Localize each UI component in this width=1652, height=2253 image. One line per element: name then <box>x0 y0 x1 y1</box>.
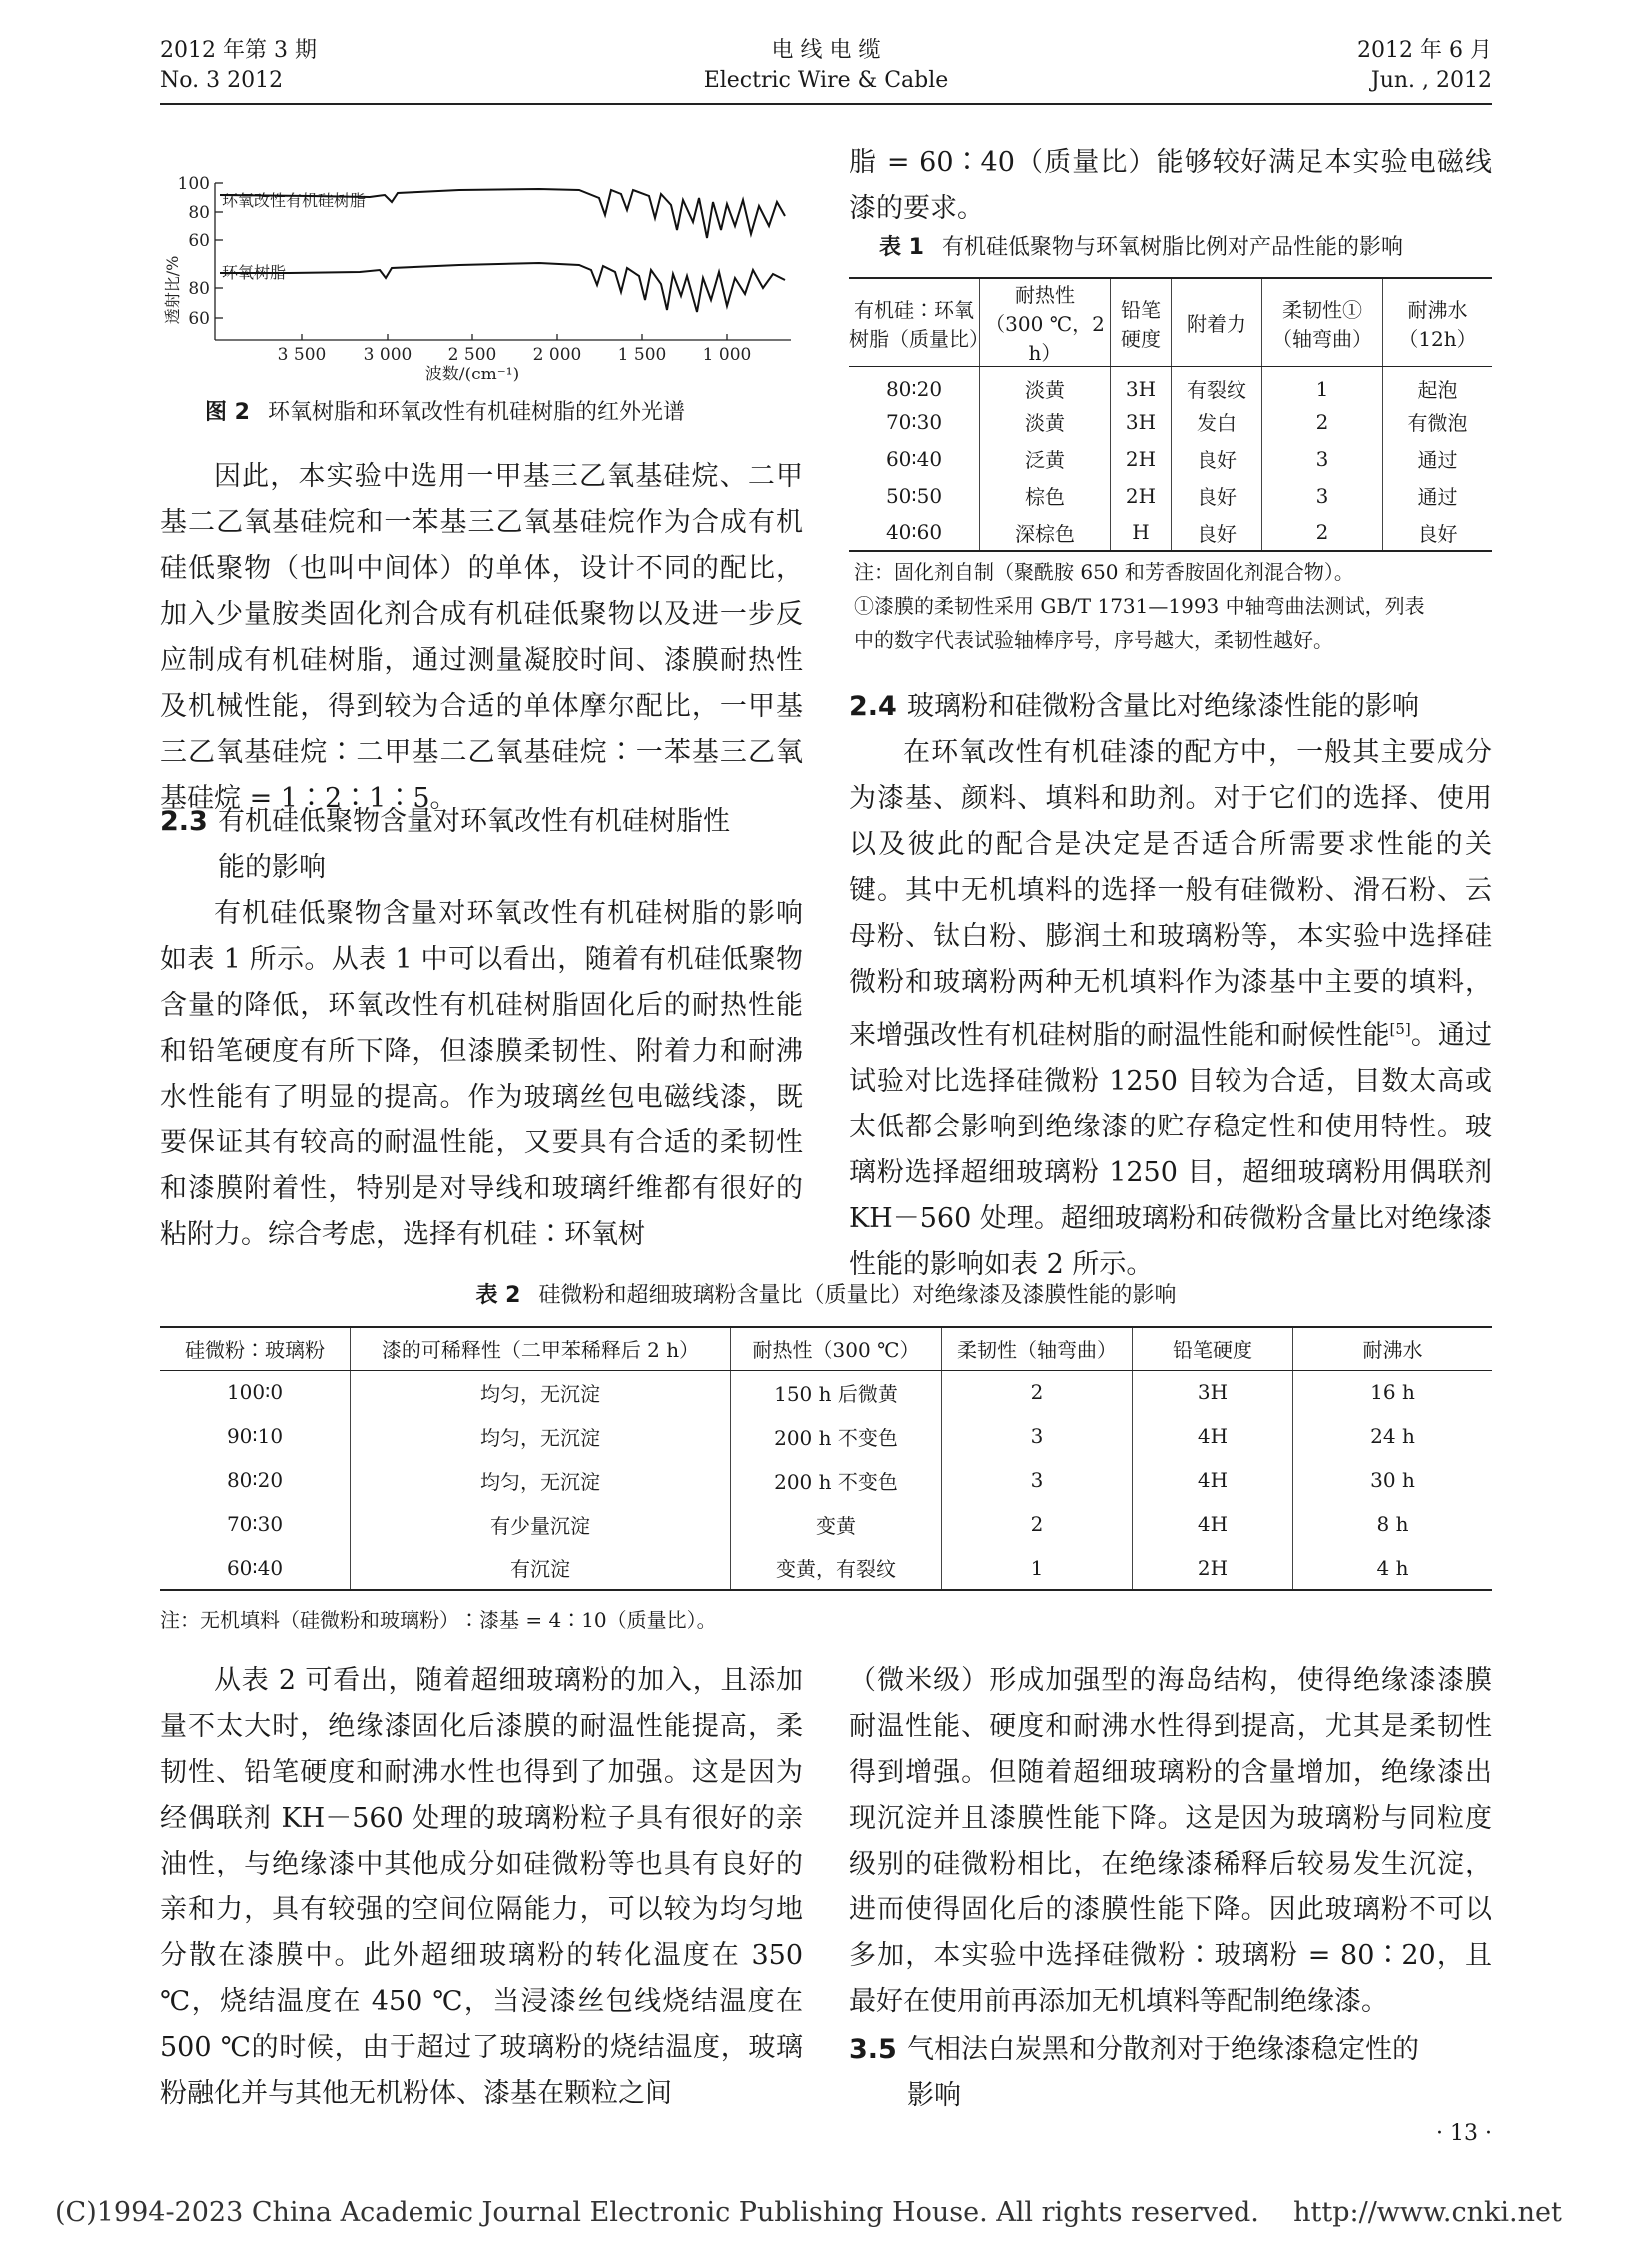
lower-ytick-60: 60 <box>188 309 210 329</box>
para-island-structure: （微米级）形成加强型的海岛结构，使得绝缘漆漆膜耐温性能、硬度和耐沸水性得到提高，尤其是柔韧性得到增强。但随着超细玻璃粉的含量增加，绝缘漆出现沉淀并且漆膜性能下降。这是因为玻璃粉与同粒度级别的硅微粉相比，在绝缘漆稀释后较易发生沉淀，进而使得固化后的漆膜性能下降。因此玻璃粉不可以多加，本实验中选择硅微粉∶玻璃粉 = 80∶20，且最好在使用前再添加无机填料等配制绝缘漆。 <box>849 1665 1492 2017</box>
header-right <box>1357 36 1492 96</box>
section-3-5-heading <box>849 2027 1498 2119</box>
section-2-3-title-line2: 能的影响 <box>218 852 326 883</box>
reference-5[interactable]: [5] <box>1389 1020 1411 1038</box>
table-1-note-1: 注：固化剂自制（聚酰胺 650 和芳香胺固化剂混合物）。 <box>854 560 1354 584</box>
table-row: 70∶30 淡黄 3H 发白 2 有微泡 <box>849 403 1492 440</box>
t1-header-adhesion: 附着力 <box>1172 278 1262 367</box>
curve-label-epoxy: 环氧树脂 <box>222 263 287 282</box>
table-row: 40∶60 深棕色 H 良好 2 良好 <box>849 514 1492 551</box>
journal-title-cn: 电 线 电 缆 <box>771 38 881 63</box>
figure-2-number: 图 2 <box>205 400 250 425</box>
table-2-note: 注：无机填料（硅微粉和玻璃粉）∶漆基 = 4∶10（质量比）。 <box>160 1608 717 1632</box>
table-1-title: 有机硅低聚物与环氧树脂比例对产品性能的影响 <box>941 235 1403 260</box>
figure-2-title: 环氧树脂和环氧改性有机硅树脂的红外光谱 <box>267 400 685 425</box>
t2-header-dilution: 漆的可稀释性（二甲苯稀释后 2 h） <box>351 1327 731 1370</box>
xtick-3000: 3 000 <box>363 345 413 365</box>
copyright-footer: (C)1994-2023 China Academic Journal Electronic Publishing House. All rights reserved. http://www.cnki.net <box>55 2197 1562 2228</box>
issue-en: No. 3 2012 <box>160 68 284 93</box>
issue-cn: 2012 年第 3 期 <box>160 38 317 63</box>
page-number: · 13 · <box>1436 2121 1492 2146</box>
xtick-1000: 1 000 <box>702 345 752 365</box>
table-row: 60∶40 有沉淀 变黄，有裂纹 1 2H 4 h <box>160 1546 1492 1590</box>
figure-2-caption <box>205 398 685 428</box>
curve-epoxy-resin <box>220 263 785 312</box>
para-monomer-selection: 因此，本实验中选用一甲基三乙氧基硅烷、二甲基二乙氧基硅烷和一苯基三乙氧基硅烷作为合成有机硅低聚物（也叫中间体）的单体，设计不同的配比，加入少量胺类固化剂合成有机硅低聚物以及进一步反应制成有机硅树脂，通过测量凝胶时间、漆膜耐热性及机械性能，得到较为合适的单体摩尔配比，一甲基三乙氧基硅烷∶二甲基二乙氧基硅烷∶一苯基三乙氧基硅烷 = 1∶2∶1∶5。 <box>160 461 803 814</box>
para-glass-powder-effect: 从表 2 可看出，随着超细玻璃粉的加入，且添加量不太大时，绝缘漆固化后漆膜的耐温性能提高，柔韧性、铅笔硬度和耐沸水性也得到了加强。这是因为经偶联剂 KH－560 处理的玻璃粉粒子具有很好的亲油性，与绝缘漆中其他成分如硅微粉等也具有良好的亲和力，具有较强的空间位隔能力，可以较为均匀地分散在漆膜中。此外超细玻璃粉的转化温度在 350 ℃，烧结温度在 450 ℃，当浸漆丝包线烧结温度在 500 ℃的时候，由于超过了玻璃粉的烧结温度，玻璃粉融化并与其他无机粉体、漆基在颗粒之间 <box>160 1665 803 2109</box>
para-oligomer-effect: 有机硅低聚物含量对环氧改性有机硅树脂的影响如表 1 所示。从表 1 中可以看出，随着有机硅低聚物含量的降低，环氧改性有机硅树脂固化后的耐热性能和铅笔硬度有所下降，但漆膜柔韧性、附着力和耐沸水性能有了明显的提高。作为玻璃丝包电磁线漆，既要保证其有较高的耐温性能，又要具有合适的柔韧性和漆膜附着性，特别是对导线和玻璃纤维都有很好的粘附力。综合考虑，选择有机硅∶环氧树 <box>160 898 803 1250</box>
upper-ytick-100: 100 <box>177 174 210 194</box>
t2-header-heat: 耐热性（300 ℃） <box>731 1327 942 1370</box>
table-row: 60∶40 泛黄 2H 良好 3 通过 <box>849 440 1492 477</box>
table-row: 100∶0 均匀，无沉淀 150 h 后微黄 2 3H 16 h <box>160 1370 1492 1414</box>
table-1-number: 表 1 <box>879 235 924 260</box>
xtick-3500: 3 500 <box>277 345 327 365</box>
section-2-4-heading <box>849 684 1498 730</box>
table-2-title: 硅微粉和超细玻璃粉含量比（质量比）对绝缘漆及漆膜性能的影响 <box>538 1283 1177 1308</box>
date-cn: 2012 年 6 月 <box>1357 38 1492 63</box>
figure-2 <box>160 160 819 389</box>
table-1-caption <box>879 233 1478 263</box>
xtick-2500: 2 500 <box>447 345 497 365</box>
para-filler-selection: 在环氧改性有机硅漆的配方中，一般其主要成分为漆基、颜料、填料和助剂。对于它们的选择、使用以及彼此的配合是决定是否适合所需要求性能的关键。其中无机填料的选择一般有硅微粉、滑石粉、云母粉、钛白粉、膨润土和玻璃粉等，本实验中选择硅微粉和玻璃粉两种无机填料作为漆基中主要的填料，来增强改性有机硅树脂的耐温性能和耐候性能[5]。通过试验对比选择硅微粉 1250 目较为合适，目数太高或太低都会影响到绝缘漆的贮存稳定性和使用特性。玻璃粉选择超细玻璃粉 1250 目，超细玻璃粉用偶联剂 KH－560 处理。超细玻璃粉和砖微粉含量比对绝缘漆性能的影响如表 2 所示。 <box>849 737 1493 1280</box>
section-3-5-number: 3.5 <box>849 2034 897 2065</box>
t2-header-boil: 耐沸水 <box>1293 1327 1493 1370</box>
header-center <box>626 36 1026 96</box>
section-2-3-number: 2.3 <box>160 806 208 837</box>
table-1-note-2: ①漆膜的柔韧性采用 GB/T 1731—1993 中轴弯曲法测试，列表 <box>854 594 1425 618</box>
xtick-1500: 1 500 <box>617 345 667 365</box>
table-row: 80∶20 淡黄 3H 有裂纹 1 起泡 <box>849 367 1492 404</box>
t2-header-ratio: 硅微粉∶玻璃粉 <box>160 1327 351 1370</box>
t1-header-flex: 柔韧性① （轴弯曲） <box>1262 278 1383 367</box>
date-en: Jun. , 2012 <box>1370 68 1492 93</box>
header-rule <box>160 103 1492 105</box>
t1-header-boil: 耐沸水 （12h） <box>1383 278 1493 367</box>
section-3-5-title: 气相法白炭黑和分散剂对于绝缘漆稳定性的 <box>907 2034 1419 2065</box>
t2-header-flex: 柔韧性（轴弯曲） <box>942 1327 1133 1370</box>
ir-spectra-plot <box>160 160 819 389</box>
x-axis-label: 波数/(cm⁻¹) <box>424 365 520 384</box>
table-1 <box>849 277 1492 552</box>
upper-ytick-80: 80 <box>188 203 210 223</box>
y-axis-label: 透射比/% <box>163 255 182 325</box>
section-2-4-title: 玻璃粉和硅微粉含量比对绝缘漆性能的影响 <box>907 691 1419 722</box>
table-2-number: 表 2 <box>475 1283 521 1308</box>
section-2-4-number: 2.4 <box>849 691 897 722</box>
table-1-note-2b: 中的数字代表试验轴棒序号，序号越大，柔韧性越好。 <box>854 628 1333 652</box>
curve-epoxy-modified-silicone <box>220 189 785 238</box>
table-row: 50∶50 棕色 2H 良好 3 通过 <box>849 477 1492 514</box>
section-2-3-title: 有机硅低聚物含量对环氧改性有机硅树脂性 <box>218 806 730 837</box>
section-3-5-title-line2: 影响 <box>907 2080 961 2111</box>
table-2 <box>160 1326 1492 1591</box>
table-row: 90∶10 均匀，无沉淀 200 h 不变色 3 4H 24 h <box>160 1414 1492 1458</box>
lower-ytick-80: 80 <box>188 279 210 299</box>
section-2-3-heading <box>160 799 809 891</box>
xtick-2000: 2 000 <box>532 345 582 365</box>
t1-header-heat: 耐热性 （300 ℃，2 h） <box>980 278 1111 367</box>
table-1-notes <box>854 555 1493 657</box>
upper-ytick-60: 60 <box>188 231 210 251</box>
t2-header-pencil: 铅笔硬度 <box>1133 1327 1293 1370</box>
para-ratio-conclusion: 脂 = 60∶40（质量比）能够较好满足本实验电磁线漆的要求。 <box>849 147 1492 224</box>
curve-label-modified: 环氧改性有机硅树脂 <box>222 191 367 210</box>
header-left <box>160 36 317 96</box>
t1-header-pencil: 铅笔 硬度 <box>1111 278 1172 367</box>
table-row: 80∶20 均匀，无沉淀 200 h 不变色 3 4H 30 h <box>160 1458 1492 1502</box>
table-2-caption <box>160 1281 1492 1311</box>
table-row: 70∶30 有少量沉淀 变黄 2 4H 8 h <box>160 1502 1492 1546</box>
journal-title-en: Electric Wire & Cable <box>703 68 949 93</box>
t1-header-ratio: 有机硅∶环氧 树脂（质量比） <box>849 278 980 367</box>
